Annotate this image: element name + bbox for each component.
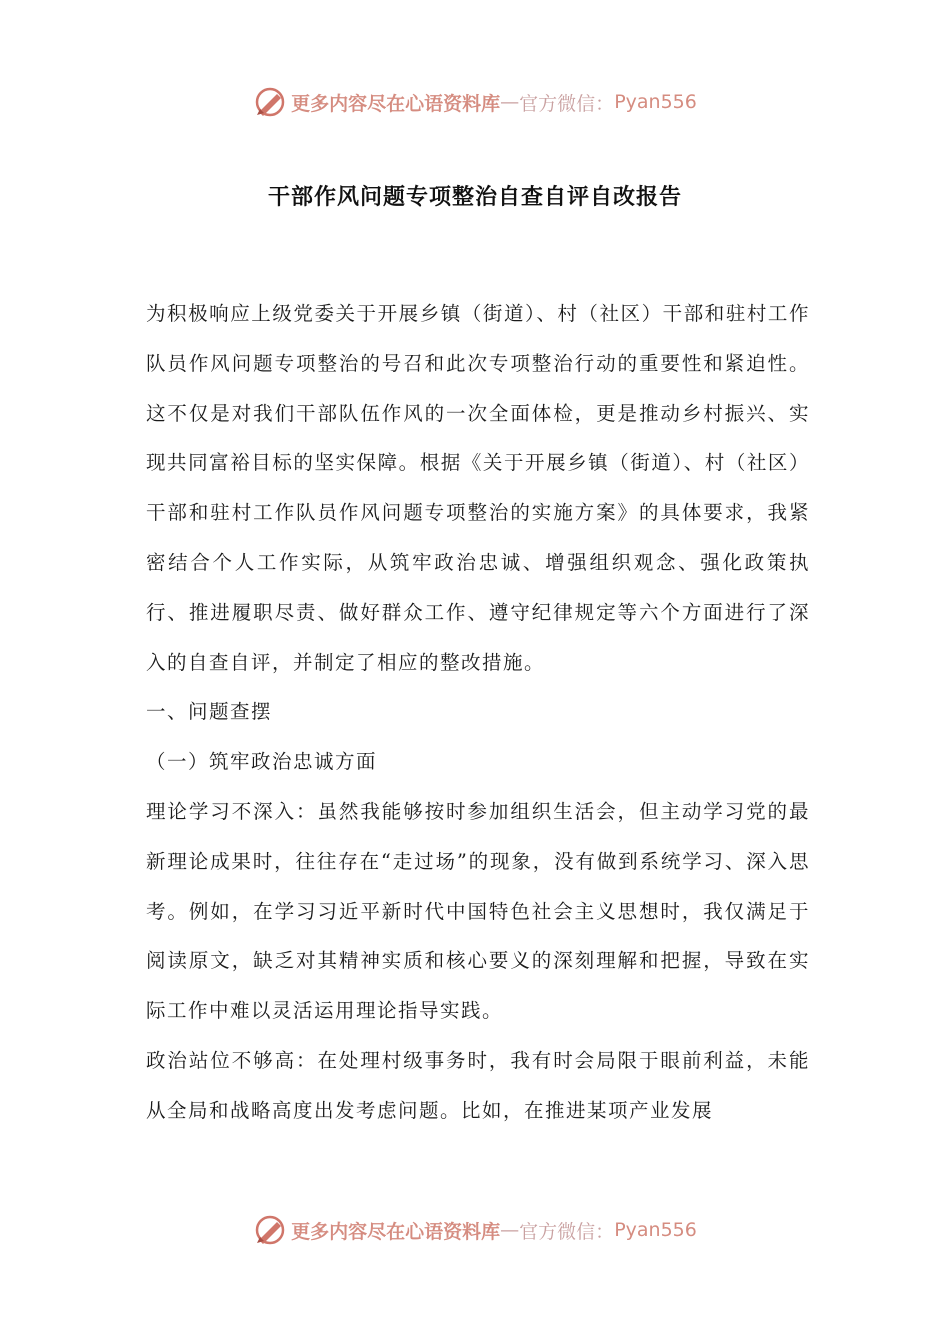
watermark-contact-id: Pyan556: [614, 91, 697, 113]
watermark-contact-label: 官方微信：: [519, 1220, 615, 1243]
body-paragraph: 理论学习不深入：虽然我能够按时参加组织生活会，但主动学习党的最新理论成果时，往往存在“走过场”的现象，没有做到系统学习、深入思考。例如，在学习习近平新时代中国特色社会主义思想时，我仅满足于阅读原文，缺乏对其精神实质和核心要义的深刻理解和把握，导致在实际工作中难以灵活运用理论指导实践。: [146, 799, 810, 1023]
logo-icon: [253, 85, 287, 119]
footer-watermark: [0, 1210, 950, 1250]
document-title: 干部作风问题专项整治自查自评自改报告: [267, 185, 682, 210]
watermark-site-name: 更多内容尽在心语资料库: [291, 1220, 501, 1243]
subsection-heading: （一）筑牢政治忠诚方面: [146, 750, 378, 774]
body-paragraph: 政治站位不够高：在处理村级事务时，我有时会局限于眼前利益，未能从全局和战略高度出发考虑问题。比如，在推进某项产业发展: [146, 1048, 810, 1122]
watermark-contact-id: Pyan556: [614, 1219, 697, 1241]
section-heading: 一、问题查摆: [146, 700, 273, 724]
document-body: [146, 289, 810, 1136]
watermark-separator: —: [500, 91, 520, 113]
watermark-site-name: 更多内容尽在心语资料库: [291, 92, 501, 115]
intro-paragraph: 为积极响应上级党委关于开展乡镇（街道）、村（社区）干部和驻村工作队员作风问题专项整治的号召和此次专项整治行动的重要性和紧迫性。这不仅是对我们干部队伍作风的一次全面体检，更是推动乡村振兴、实现共同富裕目标的坚实保障。根据《关于开展乡镇（街道）、村（社区）干部和驻村工作队员作风问题专项整治的实施方案》的具体要求，我紧密结合个人工作实际，从筑牢政治忠诚、增强组织观念、强化政策执行、推进履职尽责、做好群众工作、遵守纪律规定等六个方面进行了深入的自查自评，并制定了相应的整改措施。: [146, 302, 810, 674]
watermark-separator: —: [500, 1219, 520, 1241]
watermark-contact-label: 官方微信：: [519, 92, 615, 115]
logo-icon: [253, 1213, 287, 1247]
header-watermark: [0, 82, 950, 122]
